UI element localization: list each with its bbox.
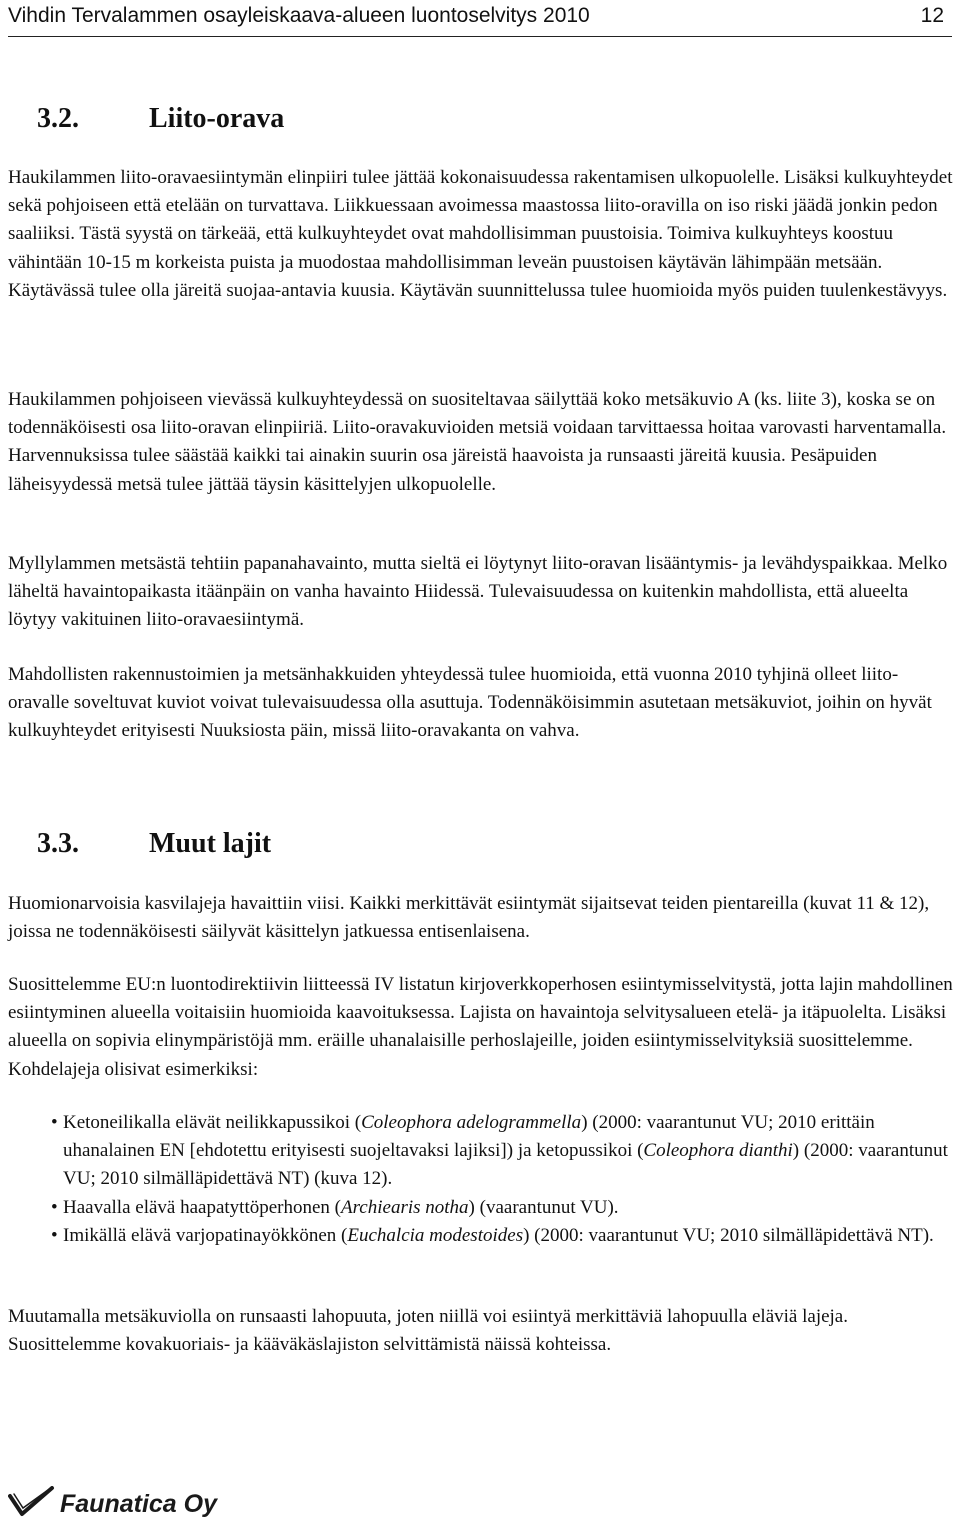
scientific-name: Coleophora adelogrammella	[361, 1112, 582, 1133]
scientific-name: Euchalcia modestoides	[347, 1224, 524, 1246]
paragraph: Haukilammen pohjoiseen vievässä kulkuyhteydessä on suositeltavaa säilyttää koko metsäkuvio A (ks. liite 3), koska se on todennäköisesti osa liito-oravan elinpiiriä. Liito-oravakuvioiden metsiä voidaan tarvittaessa hoitaa varovasti harventamalla. Harvennuksissa tulee säästää kaikki tai ainakin suurin osa järeistä haavoista ja runsaasti järeitä kuusia. Pesäpuiden läheisyydessä metsä tulee jättää täysin käsittelyjen ulkopuolelle.	[8, 389, 947, 495]
paragraph: Huomionarvoisia kasvilajeja havaittiin viisi. Kaikki merkittävät esiintymät sijaitsevat teiden pientareilla (kuvat 11 & 12), joissa ne todennäköisesti säilyvät käsittelyn jatkuessa entisenlaisena.	[8, 893, 930, 943]
bullet-icon: •	[51, 1224, 58, 1246]
logo-swoosh-icon	[8, 1486, 68, 1522]
paragraph: Mahdollisten rakennustoimien ja metsänhakkuiden yhteydessä tulee huomioida, että vuonna 2010 tyhjinä olleet liito-oravalle soveltuvat kuviot voivat tulevaisuudessa olla asuttuja. Todennäköisimmin asutetaan metsäkuviot, joihin on hyvät kulkuyhteydet erityisesti Nuuksiosta päin, missä liito-oravakanta on vahva.	[8, 664, 932, 742]
document-title: Vihdin Tervalammen osayleiskaava-alueen luontoselvitys 2010	[8, 4, 590, 27]
paragraph: Myllylammen metsästä tehtiin papanahavainto, mutta sieltä ei löytynyt liito-oravan lisääntymis- ja levähdyspaikkaa. Melko läheltä havaintopaikasta itäänpäin on vanha havainto Hiidessä. Tulevaisuudessa on kuitenkin mahdollista, että alueelta löytyy vakituinen liito-oravaesiintymä.	[8, 553, 948, 631]
section-number: 3.2.	[37, 103, 79, 134]
section-heading-3-3	[37, 828, 271, 860]
paragraph: Muutamalla metsäkuviolla on runsaasti lahopuuta, joten niillä voi esiintyä merkittäviä lahopuulla eläviä lajeja. Suosittelemme kovakuoriais- ja kääväkäslajiston selvittämistä näissä kohteissa.	[8, 1306, 848, 1356]
section-heading-3-2	[37, 103, 284, 135]
paragraph: Haukilammen liito-oravaesiintymän elinpiiri tulee jättää kokonaisuudessa rakentamisen ulkopuolelle. Lisäksi kulkuyhteydet sekä pohjoiseen että etelään on turvattava. Liikkuessaan avoimessa maastossa liito-oravilla on iso riski jäädä jonkin pedon saaliiksi. Tästä syystä on tärkeää, että kulkuyhteydet ovat mahdollisimman puustoisia. Toimiva kulkuyhteys koostuu vähintään 10-15 m korkeista puista ja muodostaa mahdollisimman leveän puustoisen käytävän lähimpään metsään. Käytävässä tulee olla järeitä suojaa-antavia kuusia. Käytävän suunnittelussa tulee huomioida myös puiden tuulenkestävyys.	[8, 167, 953, 301]
list-item: • Ketoneilikalla elävät neilikkapussikoi (Coleophora adelogrammella) (2000: vaarantunut VU; 2010 erittäin uhanalainen EN [ehdotettu erityisesti suojeltavaksi lajiksi]) ja ketopussikoi (Coleophora dianthi) (2000: vaarantunut VU; 2010 silmälläpidettävä NT) (kuva 12).	[8, 1109, 954, 1194]
section-title: Muut lajit	[149, 828, 272, 859]
species-list	[8, 1109, 954, 1250]
page-number: 12	[920, 4, 944, 27]
scientific-name: Archiearis notha	[341, 1196, 469, 1218]
list-item: • Imikällä elävä varjopatinayökkönen (Euchalcia modestoides) (2000: vaarantunut VU; 2010 silmälläpidettävä NT).	[8, 1222, 954, 1250]
scientific-name: Coleophora dianthi	[643, 1140, 793, 1162]
paragraph: Suosittelemme EU:n luontodirektiivin liitteessä IV listatun kirjoverkkoperhosen esiintymisselvitystä, jotta lajin mahdollinen esiintyminen alueella voitaisiin huomioida kaavoituksessa. Lajista on havaintoja selvitysalueen etelä- ja itäpuolelta. Lisäksi alueella on sopivia elinympäristöjä mm. eräille uhanalaisille perhoslajeille, joiden esiintymisselvityksiä suosittelemme. Kohdelajeja olisivat esimerkiksi:	[8, 974, 953, 1080]
bullet-icon: •	[51, 1112, 58, 1133]
bullet-icon: •	[51, 1196, 58, 1218]
page-header	[8, 0, 952, 40]
section-title: Liito-orava	[149, 103, 285, 134]
company-logo	[8, 1486, 217, 1522]
header-divider	[8, 36, 952, 37]
list-item: • Haavalla elävä haapatyttöperhonen (Archiearis notha) (vaarantunut VU).	[8, 1194, 954, 1222]
logo-text: Faunatica Oy	[60, 1490, 217, 1518]
section-number: 3.3.	[37, 828, 79, 859]
